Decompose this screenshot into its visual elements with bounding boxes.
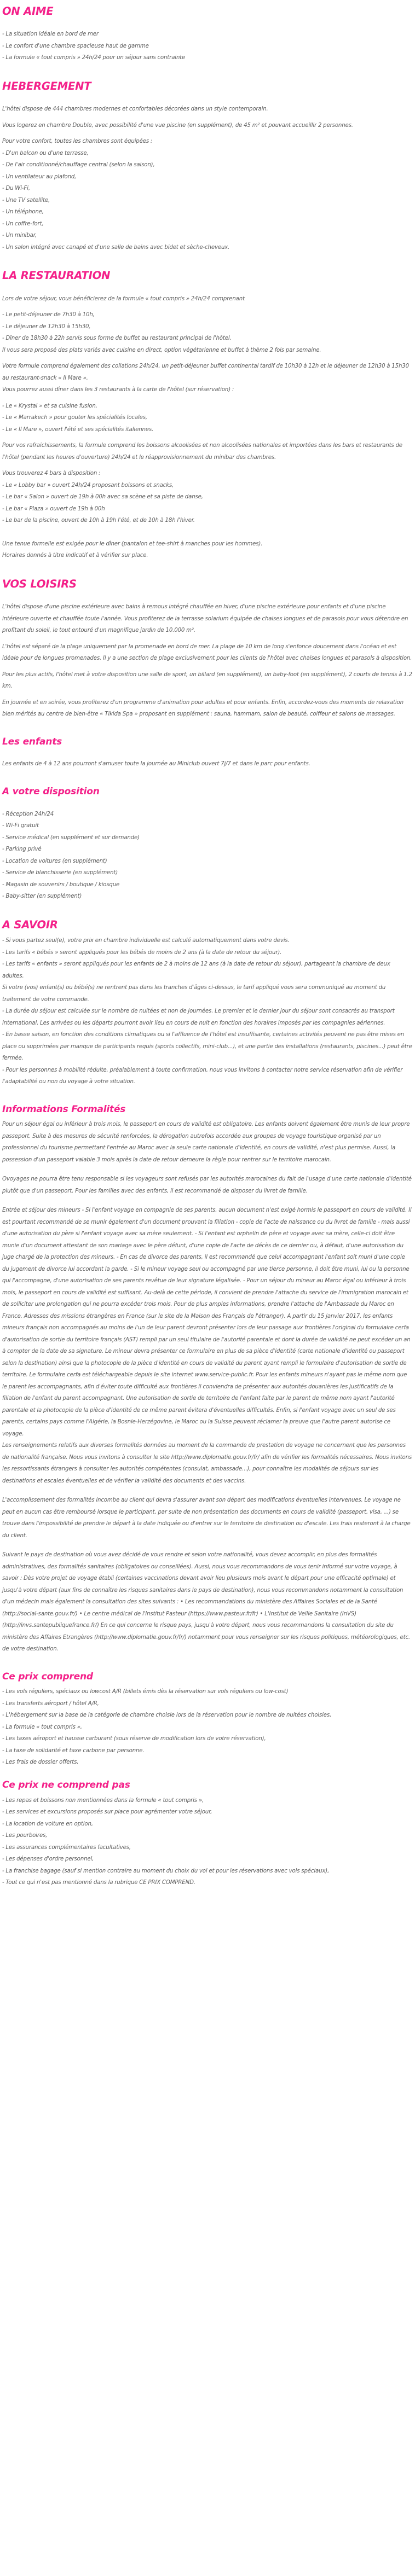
paragraph: Pour les enfants mineurs n'ayant pas le même nom que le parent les accompagnants, afin d'éviter toute difficulté aux frontières il conviendra de présenter aux autorités douanières les justificatifs de la filiation de l'enfant du parent accompagnant. Une autorisation de sortie de territoire de l'enfant faite par le parent de même nom ayant l'autorité parentale et la photocopie de la pièce d'identité de ce même parent évitera d'éventuelles difficultés. — [2, 1372, 407, 1414]
list-item: - Les vols réguliers, spéciaux ou lowcost A/R (billets émis dès la réservation sur vols réguliers ou low-cost) — [2, 1689, 289, 1695]
list-item: - Wi-Fi gratuit — [2, 823, 39, 829]
restauration-snack: Votre formule comprend également des collations 24h/24, un petit-déjeuner buffet continental tardif de 10h30 à 12h et le déjeuner de 12h30 à 15h30 au restaurant-snack « Il Mare ». — [2, 363, 409, 381]
enfants-text: Les enfants de 4 à 12 ans pourront s'amuser toute la journée au Miniclub ouvert 7j/7 et dans le parc pour enfants. — [2, 761, 310, 767]
paragraph: - Si le mineur voyage seul ou accompagné par une tierce personne, il doit être muni, lui ou la personne qui l'accompagne, d'une autorisation de ses parents revêtue de leur signature légalisée. - Pour un séjour du mineur au Maroc égal ou inférieur à trois mois, le passeport en cours de validité est suffisant. Au-delà de cette période, il convient de prendre l'attache du service de l'immigration marocain et de solliciter une prolongation qui ne pourra excéder trois mois. — [2, 1266, 410, 1308]
section-title-loisirs: VOS LOISIRS — [2, 577, 77, 590]
paragraph: L'accomplissement des formalités incombe au client qui devra s'assurer avant son départ des modifications éventuelles intervenues. Le voyage ne peut en aucun cas être remboursé lorsque le participant, par suite de non présentation des documents en cours de validité (passeport, visa, ...) se trouve dans l'impossibilité de prendre le départ à la date indiquée ou d'entrer sur le territoire de destination ou d'escale. Les frais resteront à la charge du client. — [2, 1497, 411, 1539]
formalites-paras2 — [2, 1173, 413, 1197]
health-link-line: • Les recommandations du ministère des Affaires Sociales et de la Santé (http://social-sante.gouv.fr/) • Le centre médical de l'Institut Pasteur (https://www.pasteur.fr/fr) — [2, 1599, 377, 1617]
restauration-bars-lead: Vous trouverez 4 bars à disposition : — [2, 470, 101, 477]
list-item: - Les services et excursions proposés sur place pour agrémenter votre séjour, — [2, 1809, 212, 1816]
section-title-enfants: Les enfants — [2, 736, 62, 747]
section-restauration — [2, 270, 413, 561]
list-item: - Un minibar, — [2, 232, 37, 239]
hebergement-room: Vous logerez en chambre Double, avec possibilité d'une vue piscine (en supplément), de 45 m² et pouvant accueillir 2 personnes. — [2, 122, 353, 129]
restauration-alacarte-lead: Vous pourrez aussi dîner dans les 3 restaurants à la carte de l'hôtel (sur réservation) : — [2, 387, 234, 393]
restauration-hours-note: Horaires donnés à titre indicatif et à vérifier sur place. — [2, 553, 148, 559]
restauration-bars-list — [2, 480, 413, 527]
section-hebergement — [2, 80, 413, 253]
formalites-wide-1 — [2, 1440, 413, 1487]
paragraph: Pour un séjour égal ou inférieur à trois mois, le passeport en cours de validité est obligatoire. Les enfants doivent également être munis de leur propre passeport. — [2, 1121, 410, 1139]
list-item: - Le confort d'une chambre spacieuse haut de gamme — [2, 43, 149, 49]
list-item: - Le bar « Salon » ouvert de 19h à 00h avec sa scène et sa piste de danse, — [2, 494, 203, 501]
section-on-aime — [2, 5, 413, 64]
minors-subtitle: Entrée et séjour des mineurs — [2, 1207, 80, 1214]
list-item: Il vous sera proposé des plats variés avec cuisine en direct, option végétarienne et buffet à thème 2 fois par semaine. — [2, 347, 321, 353]
paragraph: - Si l'enfant voyage en compagnie de ses parents, aucun document n'est exigé hormis le passeport en cours de validité. Il est pourtant recommandé de se munir également d'un document prouvant la filiation - copie de l'acte de naissance ou du livret de famille - mais aussi d'une autorisation du père si l'enfant voyage avec sa mère seulement. — [2, 1207, 412, 1237]
list-item: - Pour les personnes à mobilité réduite, préalablement à toute confirmation, nous vous invitons à contacter notre service réservation afin de vérifier l'adaptabilité ou non du voyage à votre situation. — [2, 1067, 403, 1085]
list-item: - Les taxes aéroport et hausse carburant (sous réserve de modification lors de votre réservation), — [2, 1736, 266, 1742]
hebergement-equip-list — [2, 148, 413, 254]
restauration-dress-code: Une tenue formelle est exigée pour le dîner (pantalon et tee-shirt à manches pour les hommes). — [2, 540, 263, 547]
list-item: - Un téléphone, — [2, 209, 44, 216]
list-item: - Un ventilateur au plafond, — [2, 173, 77, 180]
loisirs-beach: L'hôtel est séparé de la plage uniquement par la promenade en bord de mer. La plage de 10 km de long s'enfonce doucement dans l'océan et est idéale pour de longues promenades. Il y a une section de plage exclusivement pour les clients de l'hôtel avec chaises longues et parasols à disposition. — [2, 643, 412, 662]
paragraph: Ovoyages ne pourra être tenu responsable si les voyageurs sont refusés par les autorités marocaines du fait de l'usage d'une carte nationale d'identité plutôt que d'un passeport. — [2, 1176, 412, 1194]
list-item: - Magasin de souvenirs / boutique / kiosque — [2, 881, 120, 888]
restauration-meals-list — [2, 309, 413, 356]
section-informations-formalites — [2, 1104, 413, 1655]
section-title-ce-prix-ne-comprend-pas: Ce prix ne comprend pas — [2, 1779, 130, 1790]
paragraph: A partir du 15 janvier 2017, les enfants mineurs français non accompagnés au moins de l'un de leur parent devront présenter lors de leur passage aux frontières l'original du formulaire cerfa d'autorisation de sortie du territoire français (AST) rempli par un seul titulaire de l'autorité parentale et dont la durée de validité ne peut excéder un an à compter de la date de sa signature. — [2, 1313, 411, 1355]
list-item: - Les dépenses d'ordre personnel, — [2, 1856, 94, 1863]
paragraph: Pour les familles avec des enfants, il est recommandé de disposer du livret de famille. — [75, 1188, 308, 1194]
health-link-line: • L'Institut de Veille Sanitaire (InVS) (http://invs.santepubliquefrance.fr/) — [2, 1610, 356, 1629]
paragraph: Enfin, si l'enfant voyage avec un seul de ses parents, certains pays comme l'Algérie, la Bosnie-Herzégovine, le Maroc ou la Suisse peuvent réclamer la preuve que l'autre parent autorise ce voyage. — [2, 1407, 396, 1437]
section-loisirs — [2, 578, 413, 720]
list-item: - Service médical (en supplément et sur demande) — [2, 834, 140, 841]
hebergement-intro: L'hôtel dispose de 444 chambres modernes et confortables décorées dans un style contemporain. — [2, 106, 268, 113]
list-item: - Le bar « Plaza » ouvert de 19h à 00h — [2, 505, 105, 512]
paragraph: Le formulaire cerfa est téléchargeable depuis le site internet www.service-public.fr. — [29, 1372, 255, 1379]
paragraph: Suite à des mesures de sécurité renforcées, la dérogation autrefois accordée aux groupes de voyage touristique organisé par un professionnel du tourisme permettant l'entrée au Maroc avec la seule carte nationale d'identité, en cours de validité, n'est plus permise. Aussi, la possession d'un passeport valable 3 mois après la date de retour demeure la règle pour rentrer sur le territoire marocain. — [2, 1133, 396, 1163]
paragraph: En ce qui concerne le risque pays, jusqu'à votre départ, nous vous recommandons la consultation du site du ministère des Affaires Etrangères (http://www.diplomatie.gouv.fr/fr/) notamment pour vous renseigner sur les risques politiques, météorologiques, etc. de votre destination. — [2, 1623, 410, 1653]
section-ce-prix-ne-comprend-pas — [2, 1780, 413, 1889]
restauration-drinks: Pour vos rafraichissements, la formule comprend les boissons alcoolisées et non alcoolisées nationales et importées dans les bars et restaurants de l'hôtel (pendant les heures d'ouverture) 24h/24 et le réapprovisionnement du minibar des chambres. — [2, 443, 402, 461]
formalites-health — [2, 1549, 413, 1655]
list-item: - Le « Lobby bar » ouvert 24h/24 proposant boissons et snacks, — [2, 482, 174, 489]
paragraph: Les renseignements relatifs aux diverses formalités données au moment de la commande de prestation de voyage ne concernent que les personnes de nationalité française. Nous vous invitons à consulter le site http://www.diplomatie.gouv.fr/fr/ afin de vérifier les formalités nécessaires. Nous invitons les ressortissants étrangers à consulter les autorités compétentes (consulat, ambassade...), pour connaître les modalités de séjours sur les destinations et escales éventuelles et de vérifier la validité des documents et des vaccins. — [2, 1443, 412, 1484]
list-item: - Le petit-déjeuner de 7h30 à 10h, — [2, 312, 95, 318]
list-item: - Les tarifs « bébés » seront appliqués pour les bébés de moins de 2 ans (à la date de retour du séjour). — [2, 949, 282, 956]
list-item: - Dîner de 18h30 à 22h servis sous forme de buffet au restaurant principal de l'hôtel. — [2, 335, 232, 342]
loisirs-sports: Pour les plus actifs, l'hôtel met à votre disposition une salle de sport, un billard (en supplément), un baby-foot (en supplément), 2 courts de tennis à 1.2 km. — [2, 671, 412, 690]
section-title-ce-prix-comprend: Ce prix comprend — [2, 1671, 93, 1682]
list-item: - Les tarifs « enfants » seront appliqués pour les enfants de 2 à moins de 12 ans (à la date de retour du séjour), partageant la chambre de deux adultes. — [2, 961, 390, 979]
paragraph: - En cas de divorce des parents, il est recommandé que celui accompagnant l'enfant soit muni d'une copie du jugement de divorce lui accordant la garde. — [2, 1254, 405, 1272]
section-a-savoir — [2, 919, 413, 1088]
list-item: - Un coffre-fort, — [2, 220, 44, 227]
a-savoir-list — [2, 935, 413, 1088]
list-item: - Les transferts aéroport / hôtel A/R, — [2, 1700, 99, 1707]
list-item: - Baby-sitter (en supplément) — [2, 893, 82, 900]
list-item: - Le « Krystal » et sa cuisine fusion, — [2, 403, 97, 409]
list-item: - L'hébergement sur la base de la catégorie de chambre choisie lors de la réservation pour le nombre de nuitées choisies, — [2, 1712, 332, 1719]
formalites-paras — [2, 1119, 413, 1166]
list-item: - Un salon intégré avec canapé et d'une salle de bains avec bidet et sèche-cheveux. — [2, 244, 230, 251]
section-title-hebergement: HEBERGEMENT — [2, 79, 91, 92]
list-item: - De l'air conditionné/chauffage central (selon la saison), — [2, 162, 155, 168]
list-item: - La location de voiture en option, — [2, 1821, 93, 1827]
list-item: - Le « Marrakech » pour gouter les spécialités locales, — [2, 415, 148, 421]
paragraph: Suivant le pays de destination où vous avez décidé de vous rendre et selon votre nationalité, vous devez accomplir, en plus des formalités administratives, des formalités sanitaires (obligatoires ou conseillées). Aussi, nous vous recommandons de vous tenir informé sur votre voyage, à savoir : Dès votre projet de voyage établi (certaines vaccinations devant avoir lieu plusieurs mois avant le départ pour une efficacité optimale) et jusqu'à votre départ (aux fins de connaître les risques sanitaires dans le pays de destination), nous vous recommandons notamment la consultation d'un médecin mais également la consultation des sites suivants : — [2, 1552, 404, 1606]
section-title-restauration: LA RESTAURATION — [2, 269, 111, 282]
list-item: - Réception 24h/24 — [2, 811, 54, 817]
section-ce-prix-comprend — [2, 1672, 413, 1769]
list-item: - Les frais de dossier offerts. — [2, 1759, 79, 1766]
list-item: - La taxe de solidarité et taxe carbone par personne. — [2, 1747, 145, 1754]
list-item: - Les pourboires, — [2, 1833, 48, 1839]
list-item: - Parking privé — [2, 846, 42, 853]
list-item: - Le bar de la piscine, ouvert de 10h à 19h l'été, et de 10h à 18h l'hiver. — [2, 517, 195, 524]
ce-prix-comprend-list — [2, 1686, 413, 1769]
list-item: - Les assurances complémentaires facultatives, — [2, 1844, 131, 1851]
section-title-a-votre-disposition: A votre disposition — [2, 786, 100, 797]
section-title-a-savoir: A SAVOIR — [2, 918, 58, 931]
section-title-informations-formalites: Informations Formalités — [2, 1103, 126, 1115]
list-item: - Les repas et boissons non mentionnées dans la formule « tout compris », — [2, 1797, 204, 1804]
loisirs-animation: En journée et en soirée, vous profiterez d'un programme d'animation pour adultes et pour enfants. Enfin, accordez-vous des moments de relaxation bien mérités au centre de bien-être « Tikida Spa » proposant en supplément : sauna, hammam, salon de beauté, coiffeur et salons de massages. — [2, 699, 404, 718]
list-item: - Le déjeuner de 12h30 à 15h30, — [2, 323, 91, 330]
list-item: - Service de blanchisserie (en supplément) — [2, 870, 118, 876]
list-item: Si votre (vos) enfant(s) ou bébé(s) ne rentrent pas dans les tranches d'âges ci-dessus, le tarif appliqué vous sera communiqué au moment du traitement de votre commande. — [2, 985, 386, 1003]
disposition-list — [2, 809, 413, 903]
list-item: - Tout ce qui n'est pas mentionné dans la rubrique CE PRIX COMPREND. — [2, 1880, 195, 1886]
list-item: - En basse saison, en fonction des conditions climatiques ou si l'affluence de l'hôtel est insuffisante, certaines activités peuvent ne pas être mises en place ou supprimées par manque de participants requis (sports collectifs, mini-club...), et une partie des installations (restaurants, piscines...) peut être fermée. — [2, 1032, 412, 1062]
list-item: - Le « Il Mare », ouvert l'été et ses spécialités italiennes. — [2, 426, 154, 433]
paragraph: Pour de plus amples informations, prendre l'attache de l'Ambassade du Maroc en France. Adresses des missions étrangères en France (sur le site de la Maison des Français de l'étranger). — [2, 1301, 394, 1319]
list-item: - Une TV satellite, — [2, 197, 50, 203]
hebergement-equip-lead: Pour votre confort, toutes les chambres sont équipées : — [2, 138, 153, 145]
on-aime-list — [2, 28, 413, 64]
section-a-votre-disposition — [2, 787, 413, 903]
list-item: - La formule « tout compris », — [2, 1724, 82, 1730]
list-item: - Si vous partez seul(e), votre prix en chambre individuelle est calculé automatiquement dans votre devis. — [2, 938, 290, 944]
restauration-alacarte-list — [2, 400, 413, 436]
formalites-minors — [2, 1205, 413, 1440]
list-item: - Location de voitures (en supplément) — [2, 858, 107, 864]
paragraph: Le mineur devra présenter ce formulaire en plus de sa pièce d'identité (carte nationale d'identité ou passeport selon la destination) ainsi que la photocopie de la pièce d'identité en cours de validité du parent ayant rempli le formulaire d'autorisation de sortie de territoire. — [2, 1348, 407, 1379]
loisirs-pools: L'hôtel dispose d'une piscine extérieure avec bains à remous intégré chauffée en hiver, d'une piscine extérieure pour enfants et d'une piscine intérieure ouverte et chauffée toute l'année. Vous profiterez de la terrasse solarium équipée de chaises longues et de parasols pour vous détendre en profitant du soleil, le tout entouré d'un magnifique jardin de 10.000 m². — [2, 604, 408, 634]
list-item: - La situation idéale en bord de mer — [2, 31, 99, 38]
list-item: - La durée du séjour est calculée sur le nombre de nuitées et non de journées. Le premier et le dernier jour du séjour sont consacrés au transport international. Les arrivées ou les départs pourront avoir lieu en cours de nuit en fonction des horaires imposés par les compagnies aériennes. — [2, 1008, 395, 1026]
list-item: - La franchise bagage (sauf si mention contraire au moment du choix du vol et pour les réservations avec vols spéciaux), — [2, 1868, 330, 1874]
section-enfants — [2, 737, 413, 770]
restauration-lead: Lors de votre séjour, vous bénéficierez de la formule « tout compris » 24h/24 comprenant — [2, 295, 245, 302]
ce-prix-ne-comprend-pas-list — [2, 1795, 413, 1889]
formalites-wide-2 — [2, 1495, 413, 1542]
list-item: - La formule « tout compris » 24h/24 pour un séjour sans contrainte — [2, 55, 186, 61]
section-title-on-aime: ON AIME — [2, 5, 54, 18]
paragraph: - Si l'enfant est orphelin de père et voyage avec sa mère, celle-ci doit être munie d'un document attestant de son mariage avec le père défunt, d'une copie de l'acte de décès de ce dernier ou, à défaut, d'une autorisation du juge chargé de la protection des mineurs. — [2, 1231, 404, 1261]
list-item: - Du Wi-Fi, — [2, 185, 30, 192]
list-item: - D'un balcon ou d'une terrasse, — [2, 150, 89, 156]
